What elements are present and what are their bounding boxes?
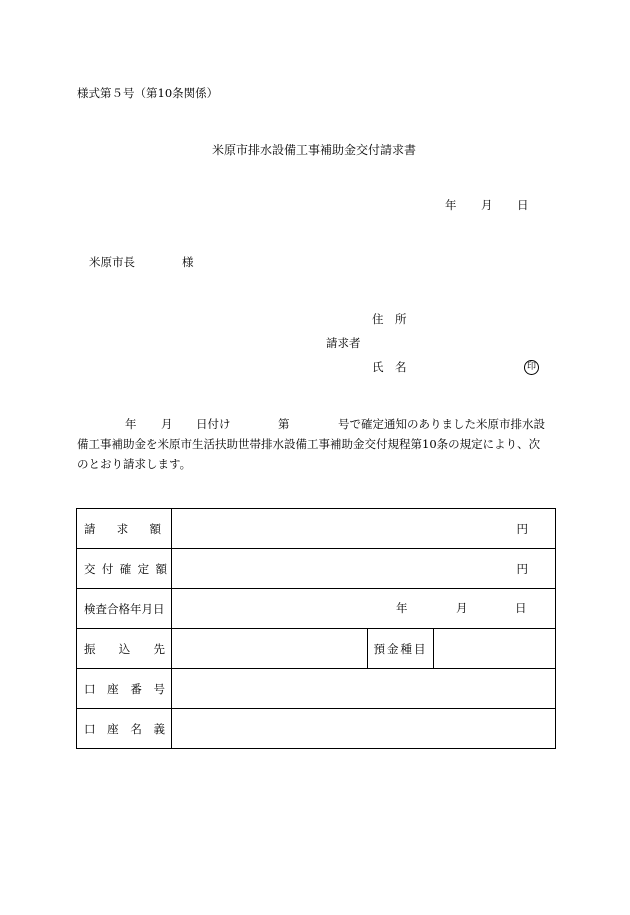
label-char: 口 [84, 681, 96, 696]
page-title: 米原市排水設備工事補助金交付請求書 [212, 143, 417, 157]
transfer-to-field[interactable] [172, 629, 368, 669]
request-table [76, 508, 556, 749]
label-char: 請 [84, 521, 96, 536]
row-request-amount [77, 509, 556, 549]
label-char: 付 [101, 561, 114, 576]
label-char: 額 [149, 521, 161, 536]
label-char: 号 [153, 681, 165, 696]
label-char: 座 [107, 721, 119, 736]
account-name-field[interactable] [172, 709, 556, 749]
label-char: 振 [84, 641, 96, 656]
body-line3: のとおり請求します。 [77, 457, 192, 471]
seal-mark: 印 [524, 360, 539, 375]
form-number: 様式第５号（第10条関係） [77, 86, 219, 100]
address-label: 住 所 [372, 312, 407, 326]
request-amount-label [77, 509, 172, 549]
deposit-type-field[interactable] [434, 629, 556, 669]
label-char: 求 [116, 521, 129, 536]
inspection-date-field[interactable] [172, 589, 556, 629]
deposit-type-label: 預金種目 [368, 629, 434, 669]
applicant-label: 請求者 [326, 336, 361, 350]
date-month: 月 [481, 198, 493, 212]
body-date-suffix: 日付け [196, 417, 231, 431]
account-number-field[interactable] [172, 669, 556, 709]
inspection-day: 日 [515, 601, 527, 615]
label-char: 名 [130, 721, 142, 736]
yen-unit: 円 [516, 521, 528, 536]
label-char: 交 [84, 561, 96, 576]
body-dai: 第 [278, 417, 290, 431]
body-line1-tail: 号で確定通知のありました米原市排水設 [338, 417, 545, 431]
account-name-label [77, 709, 172, 749]
label-char: 先 [153, 641, 165, 656]
confirmed-amount-label [77, 549, 172, 589]
body-line2: 備工事補助金を米原市生活扶助世帯排水設備工事補助金交付規程第10条の規定により、次 [77, 437, 541, 451]
account-number-label [77, 669, 172, 709]
name-label: 氏 名 [372, 360, 407, 374]
label-char: 定 [137, 561, 150, 576]
inspection-date-label: 検査合格年月日 [77, 589, 172, 629]
date-year: 年 [445, 198, 457, 212]
label-char: 口 [84, 721, 96, 736]
label-char: 額 [155, 561, 167, 576]
row-confirmed-amount [77, 549, 556, 589]
inspection-year: 年 [396, 601, 408, 615]
label-char: 座 [107, 681, 119, 696]
body-month: 月 [161, 417, 173, 431]
label-char: 番 [130, 681, 142, 696]
row-account-number [77, 669, 556, 709]
label-char: 確 [119, 561, 132, 576]
yen-unit: 円 [516, 561, 528, 576]
transfer-to-label [77, 629, 172, 669]
date-day: 日 [517, 198, 529, 212]
label-char: 義 [153, 721, 165, 736]
row-transfer-to [77, 629, 556, 669]
row-account-name [77, 709, 556, 749]
body-year: 年 [125, 417, 137, 431]
request-amount-field[interactable] [172, 509, 556, 549]
row-inspection-date [77, 589, 556, 629]
confirmed-amount-field[interactable] [172, 549, 556, 589]
inspection-month: 月 [456, 601, 468, 615]
addressee-name: 米原市長 [89, 255, 135, 269]
addressee-honorific: 様 [182, 255, 194, 269]
label-char: 込 [118, 641, 131, 656]
